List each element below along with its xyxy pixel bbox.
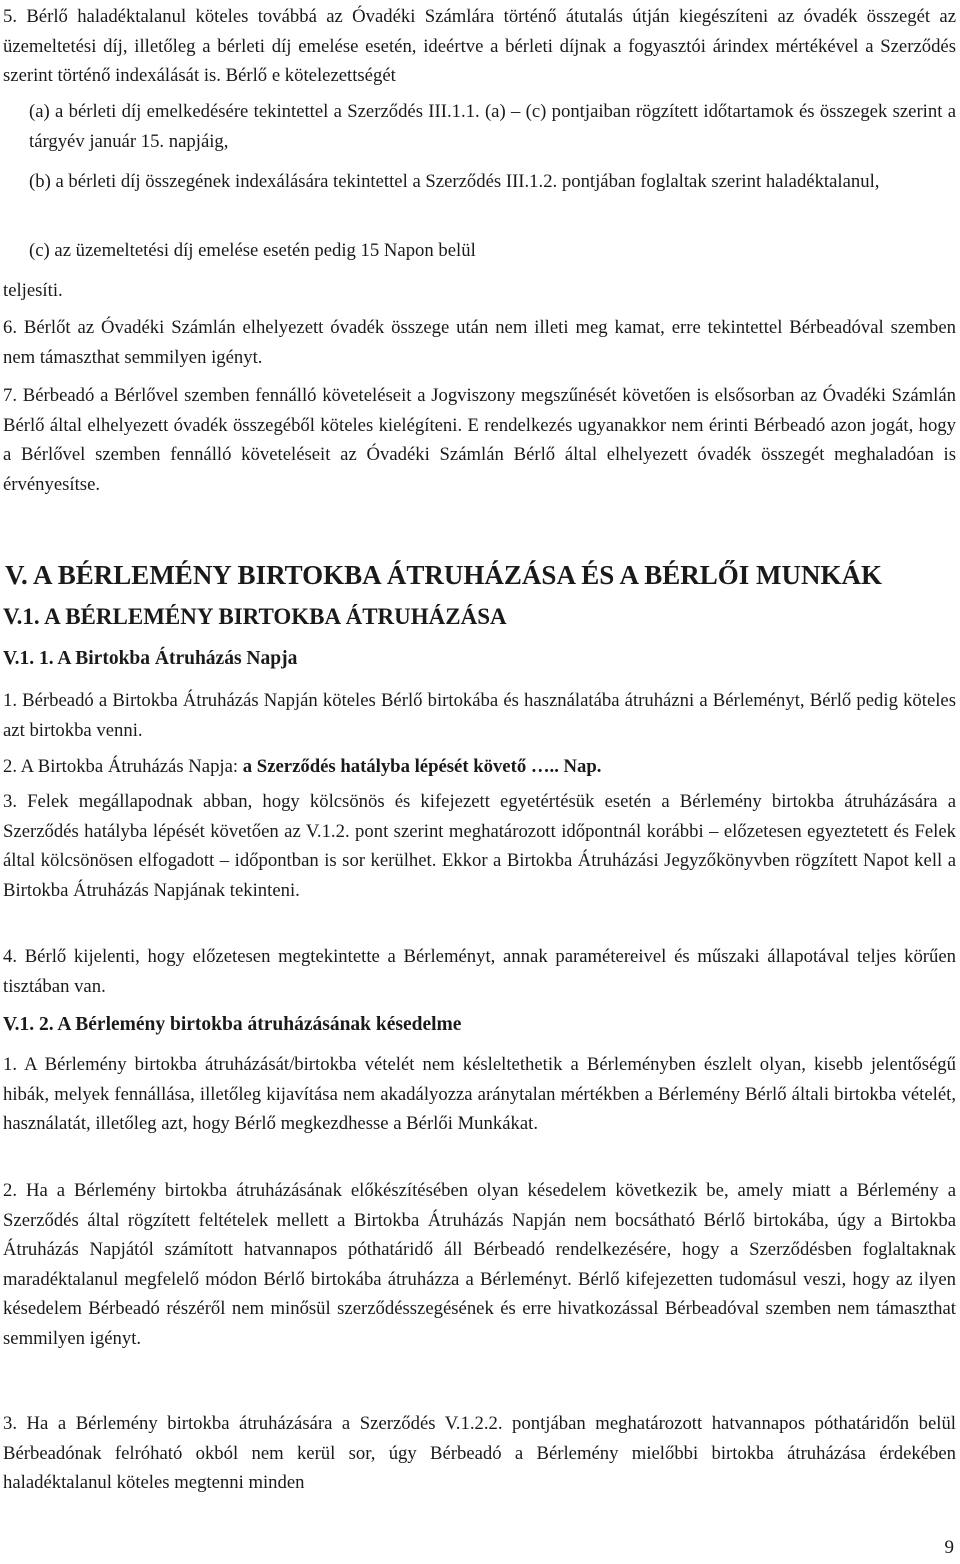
paragraph-v12-1: 1. A Bérlemény birtokba átruházását/birtokba vételét nem késleltethetik a Bérleményben észlelt olyan, kisebb jelentőségű hibák, melyek fennállása, illetőleg kijavítása nem akadályozza aránytalan mértékben a Bérlemény Bérlő általi birtokba vételét, használatát, illetőleg azt, hogy Bérlő megkezdhesse a Bérlői Munkákat.	[3, 1054, 956, 1134]
section-v11-heading: V.1. 1. A Birtokba Átruházás Napja	[3, 648, 298, 669]
section-v1-heading: V.1. A BÉRLEMÉNY BIRTOKBA ÁTRUHÁZÁSA	[3, 604, 507, 629]
section-v12-heading: V.1. 2. A Bérlemény birtokba átruházásának késedelme	[3, 1014, 462, 1035]
paragraph-v12-3: 3. Ha a Bérlemény birtokba átruházására a Szerződés V.1.2.2. pontjában meghatározott hatvannapos póthatáridőn belül Bérbeadónak felróható okból nem kerül sor, úgy Bérbeadó a Bérlemény mielőbbi birtokba átruházása érdekében haladéktalanul köteles megtenni minden	[3, 1413, 956, 1493]
paragraph-v11-2-bold: a Szerződés hatályba lépését követő ….. Nap.	[242, 756, 602, 777]
paragraph-iv-5-c: (c) az üzemeltetési díj emelése esetén pedig 15 Napon belül	[29, 240, 476, 261]
paragraph-v11-1: 1. Bérbeadó a Birtokba Átruházás Napján köteles Bérlő birtokába és használatába átruházni a Bérleményt, Bérlő pedig köteles azt birtokba venni.	[3, 690, 956, 741]
paragraph-iv-5: 5. Bérlő haladéktalanul köteles továbbá az Óvadéki Számlára történő átutalás útján kiegészíteni az óvadék összegét az üzemeltetési díj, illetőleg a bérleti díj emelése esetén, ideértve a bérleti díjnak a fogyasztói árindex mértékével a Szerződés szerint történő indexálását is. Bérlő e kötelezettségét	[3, 6, 956, 86]
page-number: 9	[944, 1537, 954, 1558]
paragraph-iv-7: 7. Bérbeadó a Bérlővel szemben fennálló követeléseit a Jogviszony megszűnését követően is elsősorban az Óvadéki Számlán Bérlő által elhelyezett óvadék összegéből köteles kielégíteni. E rendelkezés ugyanakkor nem érinti Bérbeadó azon jogát, hogy a Bérlővel szemben fennálló követeléseit az Óvadéki Számlán Bérlő által elhelyezett óvadék összegét meghaladóan is érvényesítse.	[3, 385, 956, 495]
paragraph-iv-5-end: teljesíti.	[3, 280, 63, 301]
paragraph-iv-5-a: (a) a bérleti díj emelkedésére tekintettel a Szerződés III.1.1. (a) – (c) pontjaiban rögzített időtartamok és összegek szerint a tárgyév január 15. napjáig,	[29, 101, 956, 152]
paragraph-v12-2: 2. Ha a Bérlemény birtokba átruházásának előkészítésében olyan késedelem következik be, amely miatt a Bérlemény a Szerződés által rögzített feltételek mellett a Birtokba Átruházás Napján nem bocsátható Bérlő birtokába, úgy a Birtokba Átruházás Napjától számított hatvannapos póthatáridő áll Bérbeadó rendelkezésére, hogy a Szerződésben foglaltaknak maradéktalanul megfelelő módon Bérlő birtokába átruházza a Bérleményt. Bérlő kifejezetten tudomásul veszi, hogy az ilyen késedelem Bérbeadó részéről nem minősül szerződésszegésének és erre hivatkozással Bérbeadóval szemben nem támaszthat semmilyen igényt.	[3, 1180, 956, 1349]
paragraph-v11-2	[3, 752, 956, 782]
paragraph-v11-2-prefix: 2. A Birtokba Átruházás Napja:	[3, 756, 243, 777]
paragraph-iv-5-b: (b) a bérleti díj összegének indexálására tekintettel a Szerződés III.1.2. pontjában foglaltak szerint haladéktalanul,	[29, 171, 880, 192]
paragraph-iv-6: 6. Bérlőt az Óvadéki Számlán elhelyezett óvadék összege után nem illeti meg kamat, erre tekintettel Bérbeadóval szemben nem támaszthat semmilyen igényt.	[3, 317, 956, 368]
paragraph-v11-3: 3. Felek megállapodnak abban, hogy kölcsönös és kifejezett egyetértésük esetén a Bérlemény birtokba átruházására a Szerződés hatályba lépését követően az V.1.2. pont szerint meghatározott időpontnál korábbi – előzetesen egyeztetett és Felek által kölcsönösen elfogadott – időpontban is sor kerülhet. Ekkor a Birtokba Átruházási Jegyzőkönyvben rögzített Napot kell a Birtokba Átruházás Napjának tekinteni.	[3, 791, 956, 901]
section-v-heading: V. A BÉRLEMÉNY BIRTOKBA ÁTRUHÁZÁSA ÉS A BÉRLŐI MUNKÁK	[5, 560, 883, 590]
paragraph-v11-4: 4. Bérlő kijelenti, hogy előzetesen megtekintette a Bérleményt, annak paramétereivel és műszaki állapotával teljes körűen tisztában van.	[3, 946, 956, 997]
